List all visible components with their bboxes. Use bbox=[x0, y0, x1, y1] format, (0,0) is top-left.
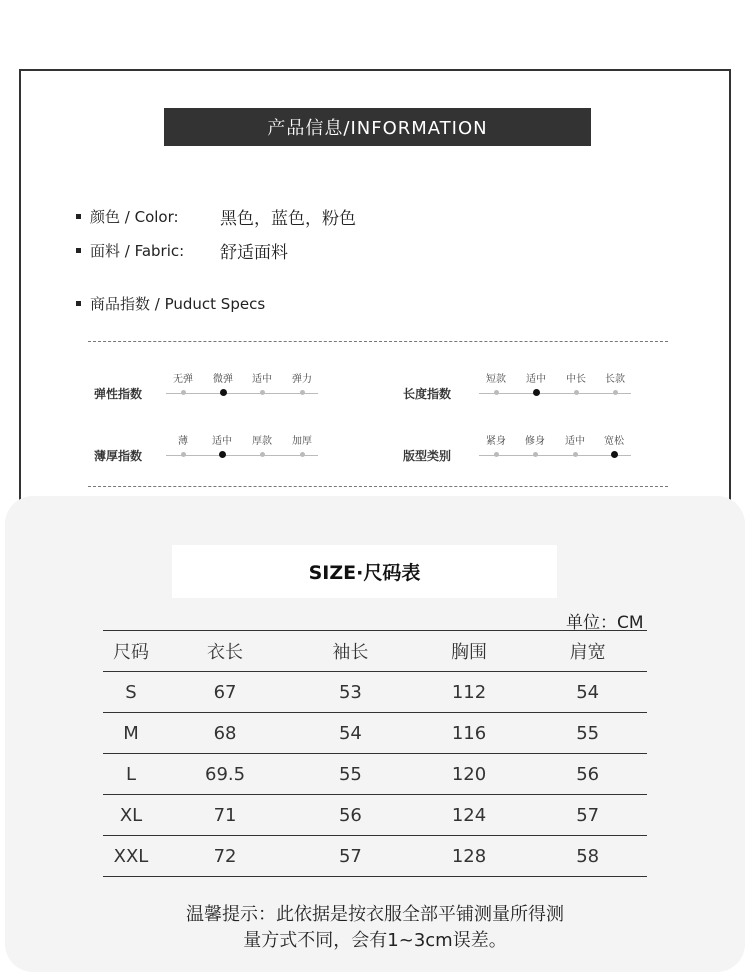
dashed-divider bbox=[88, 341, 668, 342]
size-title-box bbox=[172, 545, 557, 598]
bullet-square-icon bbox=[76, 214, 81, 219]
table-header-row bbox=[103, 631, 647, 672]
spec-label-elasticity: 弹性指数 bbox=[94, 387, 143, 401]
bullet-square-icon bbox=[76, 301, 81, 306]
table-header: 尺码 bbox=[103, 631, 159, 672]
table-cell: 68 bbox=[159, 713, 291, 754]
fabric-value: 舒适面料 bbox=[220, 243, 288, 263]
scale-dot bbox=[533, 452, 538, 457]
fabric-label: 面料 / Fabric: bbox=[90, 242, 185, 260]
scale-dot bbox=[573, 452, 578, 457]
scale-dot bbox=[181, 390, 186, 395]
note-line: 量方式不同，会有1~3cm误差。 bbox=[243, 930, 507, 951]
dashed-divider bbox=[88, 486, 668, 487]
table-cell: 120 bbox=[410, 754, 529, 795]
scale-option: 厚款 bbox=[252, 436, 272, 447]
scale-option: 宽松 bbox=[604, 436, 624, 447]
unit-label: 单位：CM bbox=[566, 613, 644, 633]
scale-dot-selected bbox=[220, 389, 227, 396]
scale-option: 适中 bbox=[252, 374, 272, 385]
scale-option: 修身 bbox=[525, 436, 545, 447]
scale-option: 适中 bbox=[526, 374, 546, 385]
spec-scale-fit bbox=[479, 432, 631, 462]
scale-option: 无弹 bbox=[173, 374, 193, 385]
table-cell: 58 bbox=[528, 836, 647, 877]
scale-dot bbox=[300, 390, 305, 395]
table-cell: 67 bbox=[159, 672, 291, 713]
table-header: 胸围 bbox=[410, 631, 529, 672]
table-cell: 55 bbox=[528, 713, 647, 754]
scale-option: 适中 bbox=[212, 436, 232, 447]
scale-dot bbox=[494, 390, 499, 395]
table-cell: XL bbox=[103, 795, 159, 836]
color-value: 黑色，蓝色，粉色 bbox=[220, 209, 356, 229]
table-cell: 54 bbox=[291, 713, 410, 754]
scale-option: 弹力 bbox=[292, 374, 312, 385]
scale-option: 微弹 bbox=[213, 374, 233, 385]
spec-label-fit: 版型类别 bbox=[403, 449, 452, 463]
scale-option: 适中 bbox=[565, 436, 585, 447]
table-cell: 116 bbox=[410, 713, 529, 754]
size-title: SIZE·尺码表 bbox=[308, 562, 421, 584]
specs-label: 商品指数 / Puduct Specs bbox=[90, 295, 266, 313]
scale-option: 长款 bbox=[605, 374, 625, 385]
scale-option: 薄 bbox=[178, 436, 188, 447]
table-cell: 128 bbox=[410, 836, 529, 877]
table-cell: 124 bbox=[410, 795, 529, 836]
table-cell: S bbox=[103, 672, 159, 713]
scale-dot bbox=[613, 390, 618, 395]
scale-line bbox=[479, 393, 631, 394]
info-banner bbox=[164, 108, 591, 146]
table-header: 袖长 bbox=[291, 631, 410, 672]
scale-dot bbox=[300, 452, 305, 457]
table-header: 肩宽 bbox=[528, 631, 647, 672]
scale-line bbox=[166, 393, 318, 394]
scale-dot bbox=[260, 390, 265, 395]
table-row bbox=[103, 672, 647, 713]
note-line: 温馨提示：此依据是按衣服全部平铺测量所得测 bbox=[186, 904, 564, 925]
scale-dot bbox=[574, 390, 579, 395]
scale-dot bbox=[260, 452, 265, 457]
scale-dot bbox=[181, 452, 186, 457]
table-cell: 112 bbox=[410, 672, 529, 713]
table-cell: XXL bbox=[103, 836, 159, 877]
spec-scale-elasticity bbox=[166, 370, 318, 400]
table-row bbox=[103, 836, 647, 877]
scale-line bbox=[479, 455, 631, 456]
scale-dot bbox=[494, 452, 499, 457]
scale-dot-selected bbox=[219, 451, 226, 458]
table-cell: 69.5 bbox=[159, 754, 291, 795]
spec-label-length: 长度指数 bbox=[403, 387, 452, 401]
scale-dot-selected bbox=[611, 451, 618, 458]
size-table bbox=[103, 630, 647, 877]
table-cell: 71 bbox=[159, 795, 291, 836]
scale-line bbox=[166, 455, 318, 456]
measurement-note bbox=[100, 902, 650, 954]
spec-label-thickness: 薄厚指数 bbox=[94, 449, 143, 463]
color-attribute bbox=[76, 206, 356, 229]
specs-heading bbox=[76, 293, 265, 314]
fabric-attribute bbox=[76, 240, 288, 263]
color-label: 颜色 / Color: bbox=[90, 208, 179, 226]
table-cell: 55 bbox=[291, 754, 410, 795]
scale-option: 紧身 bbox=[486, 436, 506, 447]
table-cell: M bbox=[103, 713, 159, 754]
scale-option: 加厚 bbox=[292, 436, 312, 447]
table-cell: 53 bbox=[291, 672, 410, 713]
table-cell: 72 bbox=[159, 836, 291, 877]
spec-scale-thickness bbox=[166, 432, 318, 462]
table-cell: 56 bbox=[528, 754, 647, 795]
table-cell: 57 bbox=[528, 795, 647, 836]
scale-dot-selected bbox=[533, 389, 540, 396]
table-header: 衣长 bbox=[159, 631, 291, 672]
table-cell: 54 bbox=[528, 672, 647, 713]
table-cell: 56 bbox=[291, 795, 410, 836]
table-row bbox=[103, 795, 647, 836]
bullet-square-icon bbox=[76, 248, 81, 253]
table-row bbox=[103, 713, 647, 754]
table-cell: L bbox=[103, 754, 159, 795]
table-row bbox=[103, 754, 647, 795]
spec-scale-length bbox=[479, 370, 631, 400]
info-banner-title: 产品信息/INFORMATION bbox=[267, 118, 488, 139]
scale-option: 中长 bbox=[566, 374, 586, 385]
table-cell: 57 bbox=[291, 836, 410, 877]
scale-option: 短款 bbox=[486, 374, 506, 385]
